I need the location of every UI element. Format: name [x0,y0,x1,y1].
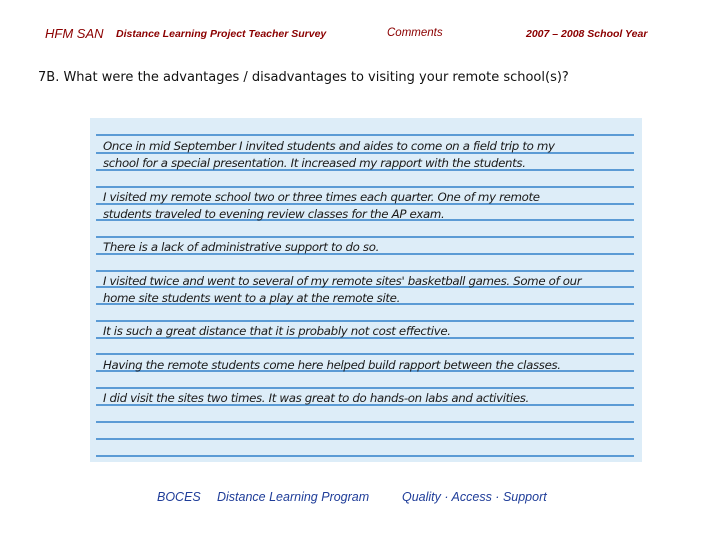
comment-line: I did visit the sites two times. It was great to do hands-on labs and activities. [103,391,529,405]
comment-entry [103,323,638,340]
comment-line: There is a lack of administrative support to do so. [103,240,379,254]
survey-question: 7B. What were the advantages / disadvantages to visiting your remote school(s)? [38,70,569,85]
comment-entry [103,189,638,223]
comment-line: I visited twice and went to several of my remote sites' basketball games. Some of our [103,274,582,288]
rule-line [96,134,634,136]
comment-line: students traveled to evening review classes for the AP exam. [103,207,445,221]
rule-line [96,270,634,272]
footer [0,490,720,506]
comment-line: It is such a great distance that it is probably not cost effective. [103,324,451,338]
comment-line: Having the remote students come here helped build rapport between the classes. [103,358,561,372]
rule-line [96,236,634,238]
comment-line: school for a special presentation. It increased my rapport with the students. [103,156,526,170]
footer-boces: BOCES [157,490,201,504]
comment-entry [103,273,638,307]
rule-line [96,186,634,188]
rule-line [96,438,634,440]
comments-panel [90,118,642,462]
rule-line [96,387,634,389]
footer-tagline: Quality · Access · Support [402,490,547,504]
project-title: Distance Learning Project Teacher Survey [116,28,327,40]
rule-line [96,320,634,322]
comment-entry [103,357,638,374]
survey-header [0,26,720,44]
school-year: 2007 – 2008 School Year [526,28,648,40]
section-label: Comments [387,27,443,39]
comment-line: Once in mid September I invited students and aides to come on a field trip to my [103,139,555,153]
comment-line: I visited my remote school two or three times each quarter. One of my remote [103,190,540,204]
comment-entry [103,239,638,256]
comment-entry [103,138,638,172]
organization-name: HFM SAN [45,26,104,41]
rule-line [96,455,634,457]
comment-line: home site students went to a play at the remote site. [103,291,400,305]
rule-line [96,353,634,355]
rule-line [96,421,634,423]
footer-program: Distance Learning Program [217,490,370,504]
comment-entry [103,390,638,407]
